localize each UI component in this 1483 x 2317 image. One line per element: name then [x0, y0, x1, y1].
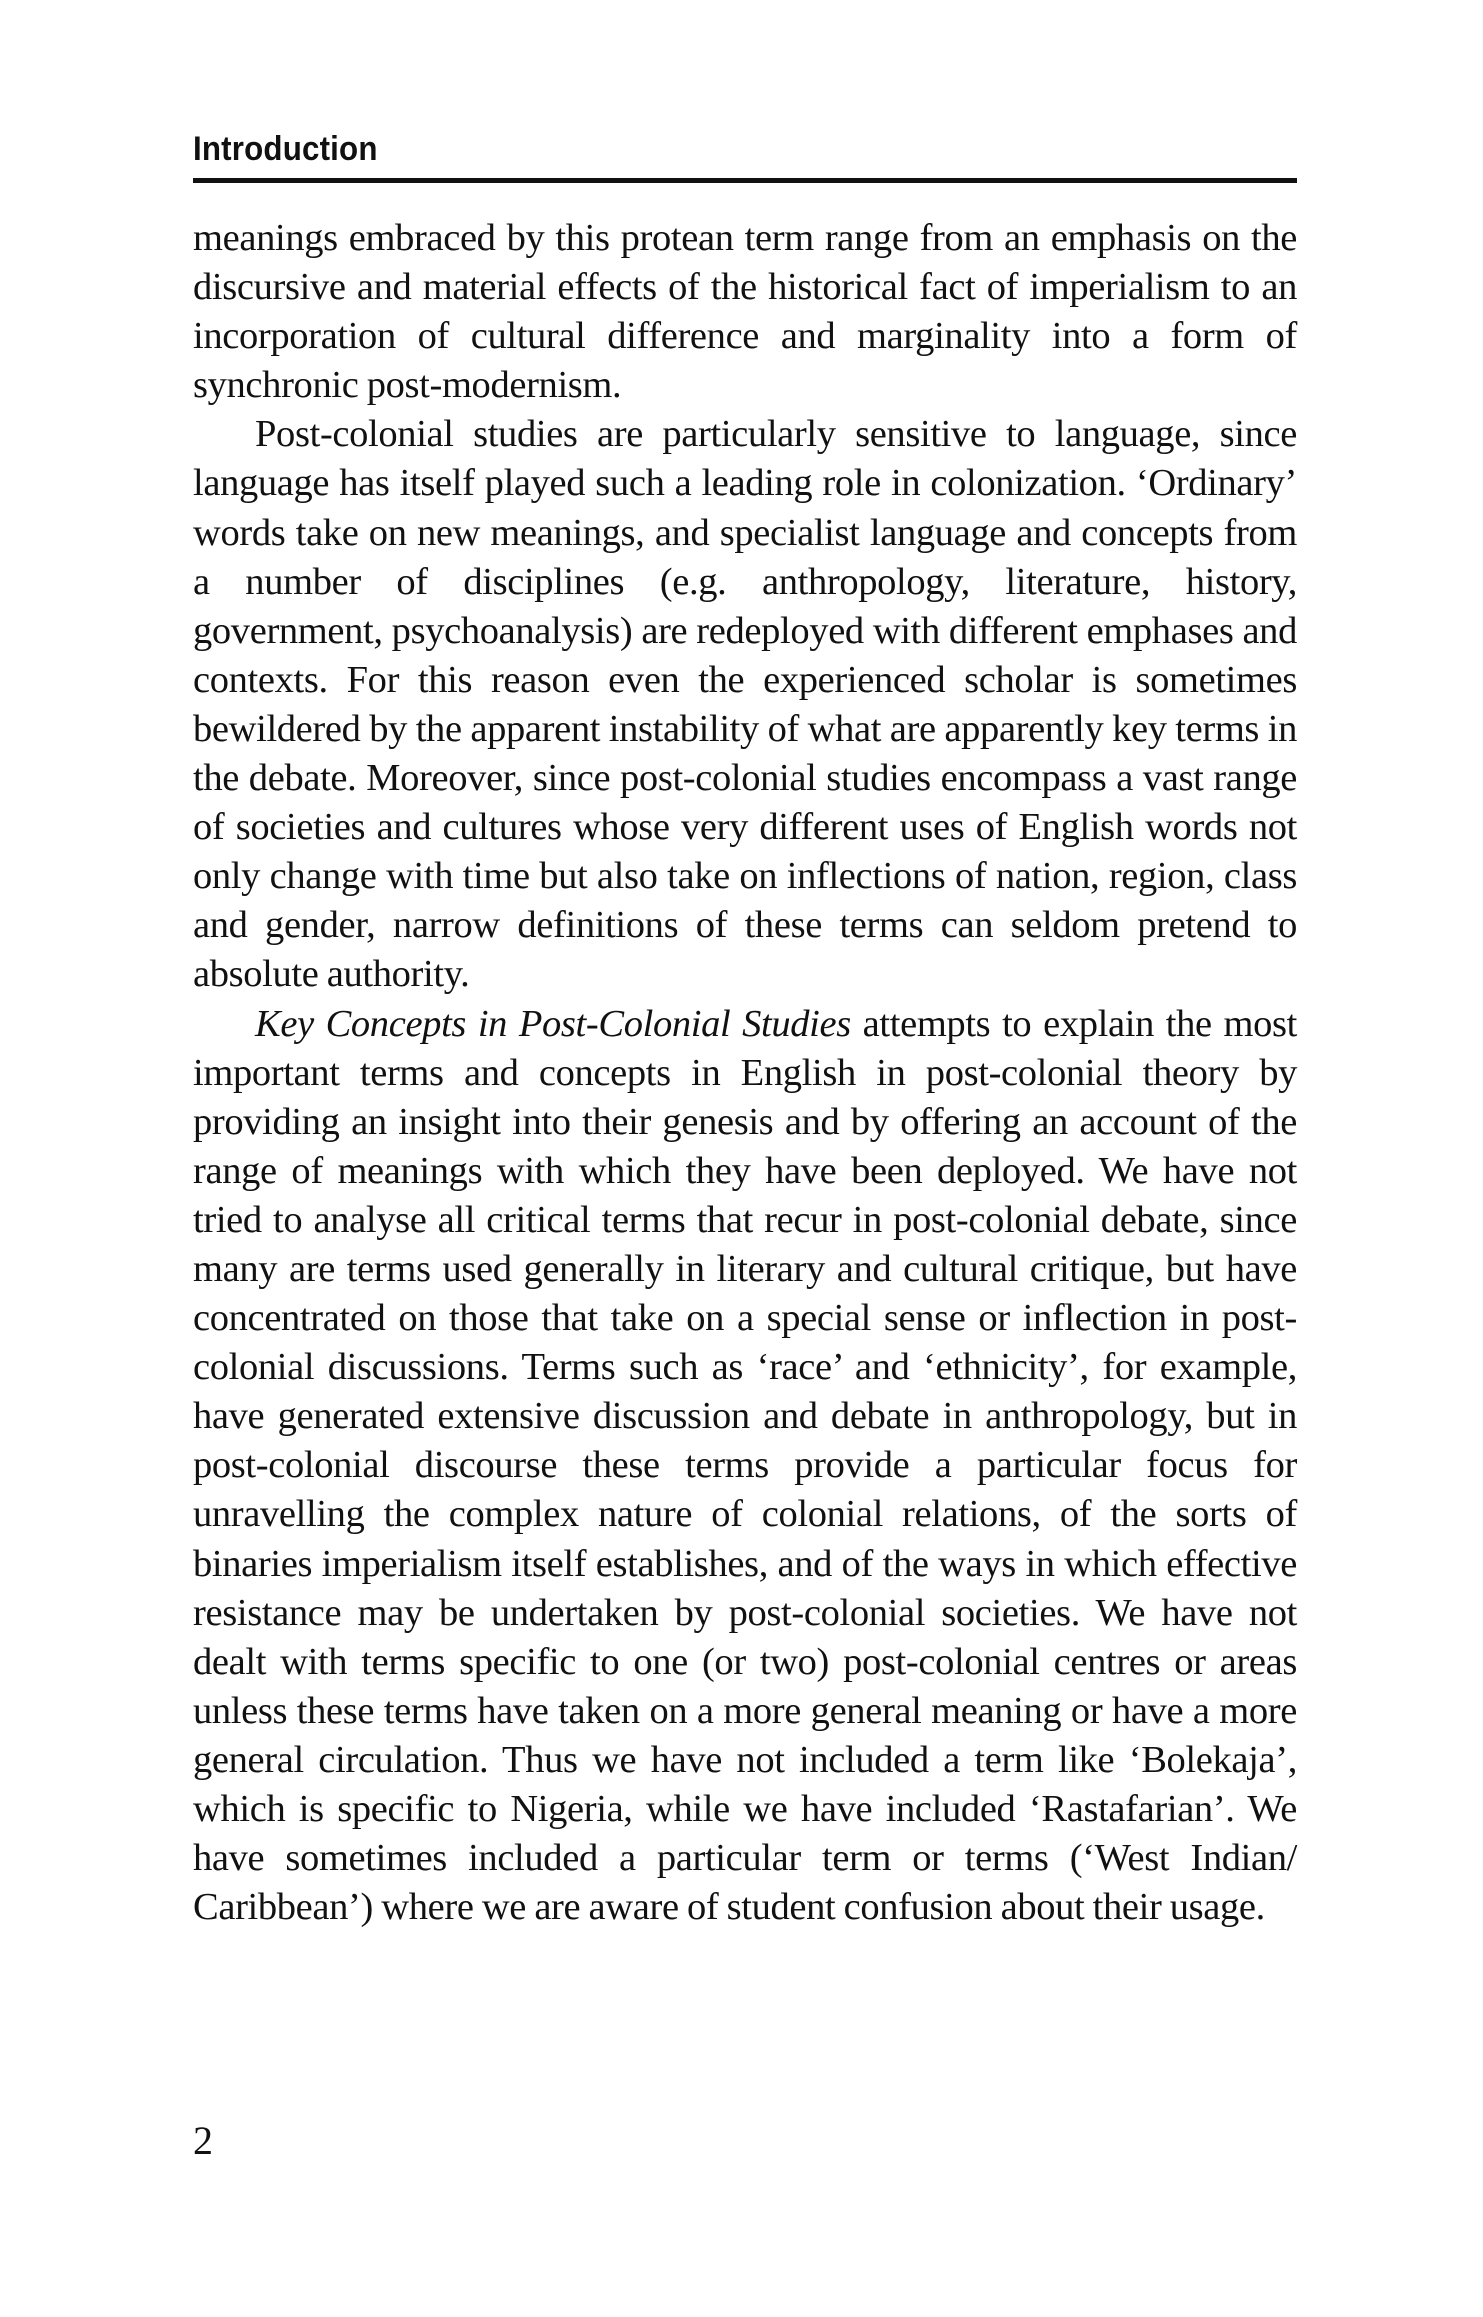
header-rule [193, 178, 1297, 183]
paragraph-key-concepts-text: attempts to explain the most important terms and concepts in English in post-colonial theory by providing an insight into their genesis and by offering an account of the range of meanings with which they have been deployed. We have not tried to analyse all critical terms that recur in post-colonial debate, since many are terms used generally in literary and cultural critique, but have concentrated on those that take on a special sense or inflection in post-colonial discussions. Terms such as ‘race’ and ‘ethnicity’, for example, have generated extensive discussion and debate in anthropology, but in post-colonial discourse these terms provide a particular focus for unravelling the complex nature of colonial relations, of the sorts of binaries imperialism itself establishes, and of the ways in which effective resistance may be undertaken by post-colonial societies. We have not dealt with terms specific to one (or two) post-colonial centres or areas unless these terms have taken on a more general meaning or have a more general circulation. Thus we have not included a term like ‘Bolekaja’, which is specific to Nigeria, while we have included ‘Rastafarian’. We have sometimes included a particular term or terms (‘West Indian/ Caribbean’) where we are aware of student confusion about their usage. [193, 1002, 1297, 1929]
book-title-italic: Key Concepts in Post-Colonial Studies [255, 1002, 851, 1045]
running-head: Introduction [193, 130, 378, 168]
paragraph-key-concepts [193, 1000, 1297, 1933]
page-number: 2 [193, 2118, 213, 2163]
paragraph-language: Post-colonial studies are particularly sensitive to language, since language has itself played such a leading role in colonization. ‘Ordinary’ words take on new meanings, and specialist language and concepts from a number of disciplines (e.g. anthropology, literature, history, government, psychoanalysis) are redeployed with different emphases and contexts. For this reason even the experienced scholar is sometimes bewildered by the apparent instability of what are apparently key terms in the debate. Moreover, since post-colonial studies encompass a vast range of societies and cultures whose very different uses of English words not only change with time but also take on inflections of nation, region, class and gender, narrow definitions of these terms can seldom pretend to absolute authority. [193, 413, 1297, 996]
paragraph-continued: meanings embraced by this protean term range from an emphasis on the discursive and material effects of the historical fact of imperialism to an incorporation of cultural difference and marginality into a form of synchronic post-modernism. [193, 217, 1297, 407]
body-text [193, 214, 1297, 1932]
